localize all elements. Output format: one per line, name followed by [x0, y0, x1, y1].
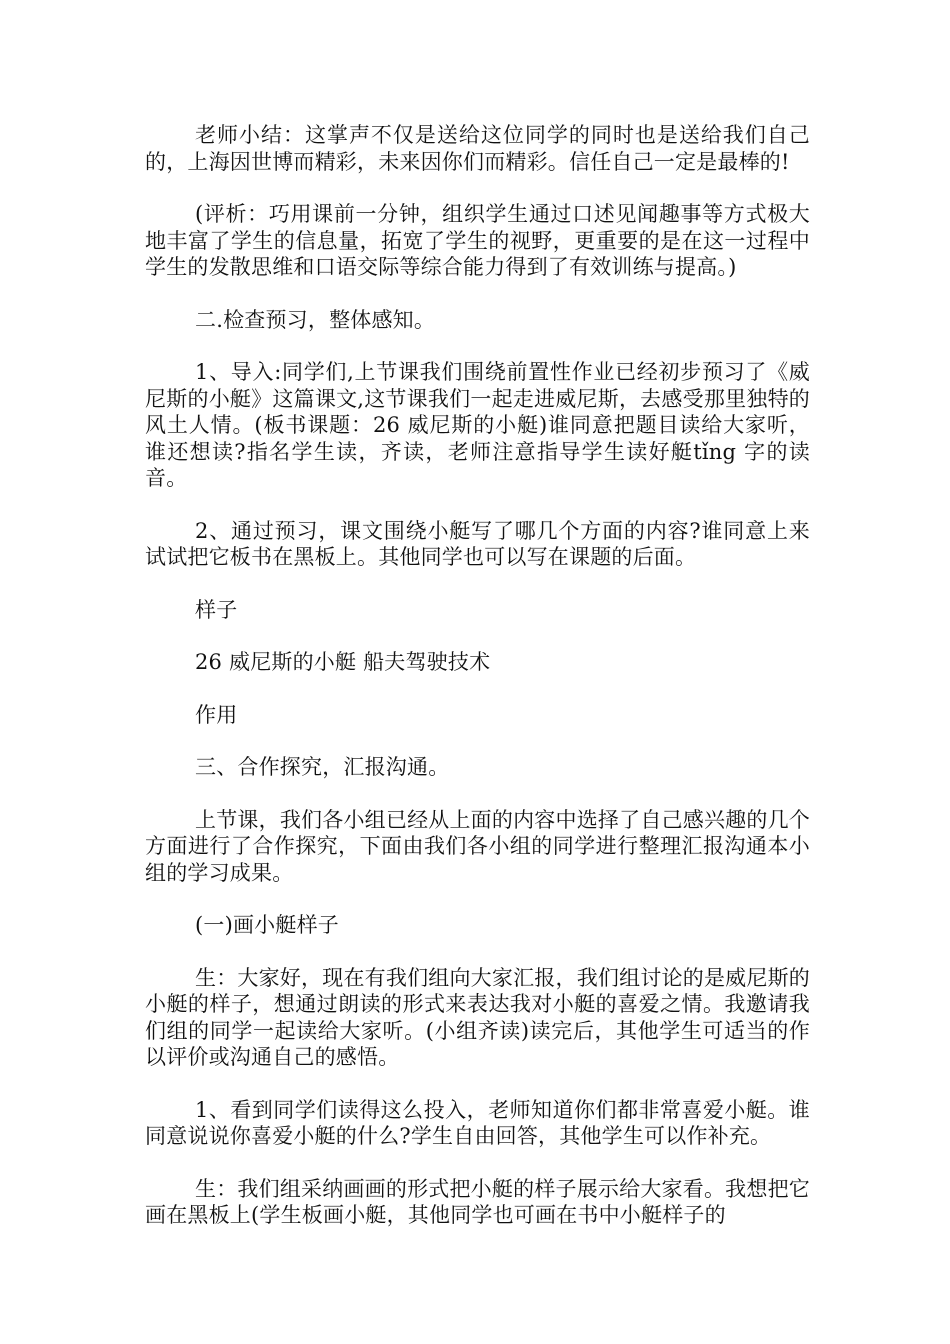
board-title-line: 26 威尼斯的小艇 船夫驾驶技术 — [195, 650, 491, 674]
board-item-function: 作用 — [195, 702, 238, 727]
paragraph-commentary: (评析：巧用课前一分钟，组织学生通过口述见闻趣事等方式极大地丰富了学生的信息量，拓宽了学生的视野，更重要的是在这一过程中学生的发散思维和口语交际等综合能力得到了有效训练与提高。) — [145, 202, 810, 279]
paragraph-teacher-summary: 老师小结：这掌声不仅是送给这位同学的同时也是送给我们自己的，上海因世博而精彩，未来因你们而精彩。信任自己一定是最棒的! — [145, 123, 810, 174]
subheading-draw-boat: (一)画小艇样子 — [195, 913, 339, 937]
paragraph-teacher-question: 1、看到同学们读得这么投入，老师知道你们都非常喜爱小艇。谁同意说说你喜爱小艇的什么?学生自由回答，其他学生可以作补充。 — [145, 1097, 810, 1148]
paragraph-group-report-intro: 上节课，我们各小组已经从上面的内容中选择了自己感兴趣的几个方面进行了合作探究，下面由我们各小组的同学进行整理汇报沟通本小组的学习成果。 — [145, 807, 810, 885]
paragraph-introduction: 1、导入:同学们,上节课我们围绕前置性作业已经初步预习了《威尼斯的小艇》这篇课文,这节课我们一起走进威尼斯，去感受那里独特的风土人情。(板书课题：26 威尼斯的小艇)谁同意把题目读给大家听，谁还想读?指名学生读，齐读，老师注意指导学生读好艇tǐng 字的读音。 — [145, 360, 810, 490]
paragraph-student-drawing: 生：我们组采纳画画的形式把小艇的样子展示给大家看。我想把它画在黑板上(学生板画小艇，其他同学也可画在书中小艇样子的 — [145, 1176, 810, 1227]
paragraph-preview-question: 2、通过预习，课文围绕小艇写了哪几个方面的内容?谁同意上来试试把它板书在黑板上。其他同学也可以写在课题的后面。 — [145, 518, 810, 569]
heading-section-two: 二.检查预习，整体感知。 — [195, 307, 436, 332]
paragraph-student-report: 生：大家好，现在有我们组向大家汇报，我们组讨论的是威尼斯的小艇的样子，想通过朗读的形式来表达我对小艇的喜爱之情。我邀请我们组的同学一起读给大家听。(小组齐读)读完后，其他学生可适当的作以评价或沟通自己的感悟。 — [145, 965, 810, 1069]
board-item-appearance: 样子 — [195, 597, 238, 622]
document-page — [145, 122, 810, 1255]
heading-section-three: 三、合作探究，汇报沟通。 — [195, 755, 450, 779]
